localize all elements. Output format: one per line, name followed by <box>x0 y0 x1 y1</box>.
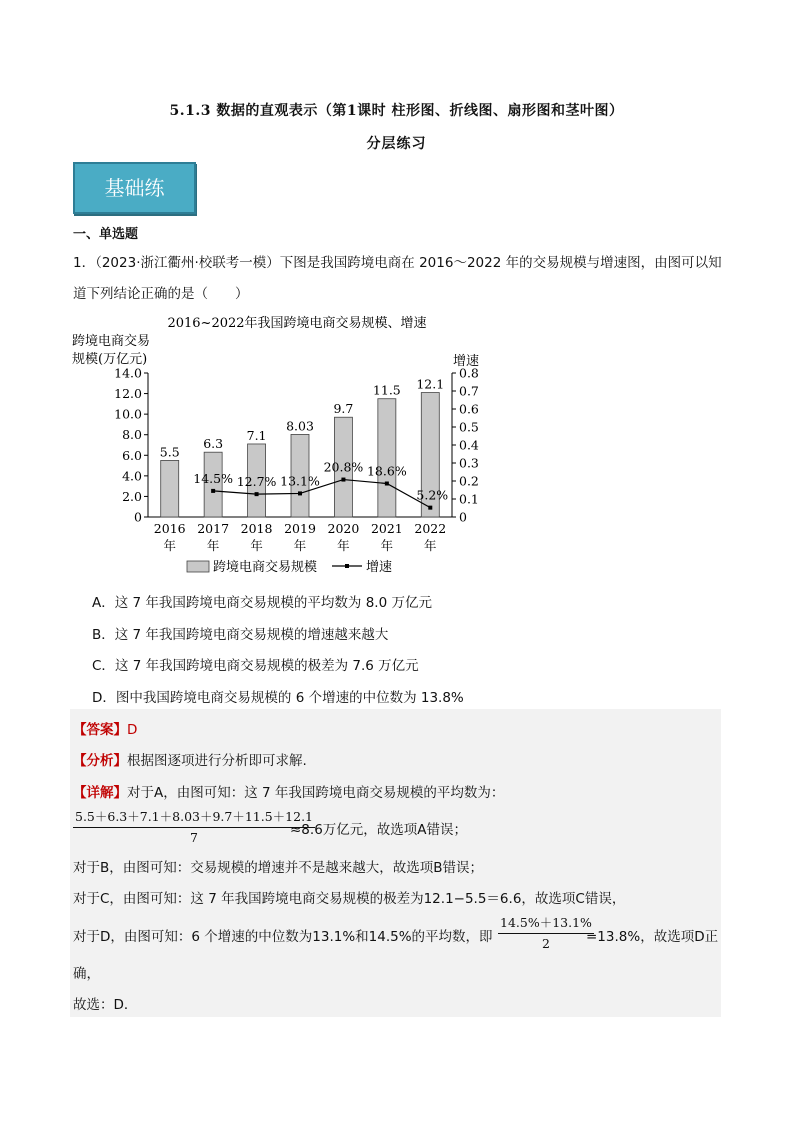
x-tick-label: 2019 <box>284 521 316 536</box>
x-tick-label: 2022 <box>414 521 447 536</box>
detail-a-text: 对于A，由图可知：这 7 年我国跨境电商交易规模的平均数为： <box>127 785 505 801</box>
y-left-tick-label: 4.0 <box>122 468 142 484</box>
y-left-tick-label: 8.0 <box>122 427 142 443</box>
option-b-text: 这 7 年我国跨境电商交易规模的增速越来越大 <box>114 627 389 643</box>
section-banner <box>73 162 196 214</box>
growth-label: 12.7% <box>236 474 277 490</box>
y-left-tick-label: 2.0 <box>122 488 142 504</box>
bar-value-label: 7.1 <box>246 427 267 443</box>
x-tick-label-suffix: 年 <box>337 538 350 553</box>
x-tick-label-suffix: 年 <box>293 538 307 553</box>
y-right-label: 增速 <box>453 354 480 369</box>
growth-point <box>211 489 215 493</box>
y-right-tick-label: 0.8 <box>459 365 479 381</box>
question-source: （2023·浙江衢州·校联考一模） <box>95 255 280 271</box>
growth-label: 14.5% <box>193 470 234 486</box>
y-right-tick-label: 0.4 <box>459 437 479 453</box>
analysis-text: 根据图逐项进行分析即可求解. <box>127 753 307 769</box>
answer-line <box>73 718 137 738</box>
trade-chart <box>70 310 490 582</box>
detail-tag: 【详解】 <box>73 785 127 801</box>
legend-line-marker <box>345 564 349 568</box>
y-left-label-line1: 跨境电商交易 <box>72 334 151 349</box>
growth-label: 13.1% <box>280 473 320 489</box>
option-a-letter: A． <box>92 595 115 611</box>
bar-value-label: 5.5 <box>159 444 180 460</box>
option-d-letter: D． <box>92 690 116 706</box>
y-right-tick-label: 0.5 <box>459 419 479 435</box>
bar-value-label: 6.3 <box>203 436 224 452</box>
x-tick-label: 2021 <box>370 521 403 536</box>
answer-tag: 【答案】 <box>73 722 127 738</box>
legend-bar-swatch <box>187 561 209 572</box>
option-d[interactable] <box>92 686 464 706</box>
question-text <box>73 248 723 310</box>
page-subtitle: 分层练习 <box>366 136 427 152</box>
y-left-tick-label: 12.0 <box>114 386 142 402</box>
answer-value: D <box>127 722 138 738</box>
analysis-tag: 【分析】 <box>73 753 127 769</box>
growth-label: 18.6% <box>366 463 407 479</box>
section-heading: 一、单选题 <box>73 227 139 242</box>
growth-label: 5.2% <box>416 487 449 503</box>
legend-line-label: 增速 <box>366 560 393 575</box>
x-tick-label: 2017 <box>197 521 230 536</box>
option-b-letter: B． <box>92 627 115 643</box>
x-tick-label: 2016 <box>153 521 186 536</box>
x-tick-label-suffix: 年 <box>424 538 437 553</box>
chart-title: 2016~2022年我国跨境电商交易规模、增速 <box>167 316 427 331</box>
option-d-text: 图中我国跨境电商交易规模的 6 个增速的中位数为 13.8% <box>115 690 464 706</box>
growth-point <box>255 492 259 496</box>
question-body: 下图是我国跨境电商在 2016～2022 年的交易规模与增速图，由图可以知道下列结论正确的是（ ） <box>73 255 722 302</box>
growth-point <box>341 478 345 482</box>
y-left-tick-label: 0 <box>134 509 142 525</box>
detail-line-b: 对于B，由图可知：交易规模的增速并不是越来越大，故选项B错误； <box>73 860 484 876</box>
fraction-mean-denominator: 7 <box>190 830 198 845</box>
bar <box>161 460 179 517</box>
bar-value-label: 11.5 <box>372 382 401 398</box>
y-left-label-line2: 规模(万亿元) <box>72 352 148 367</box>
detail-a-result: ≈8.6万亿元，故选项A错误； <box>290 822 468 838</box>
banner-label: 基础练 <box>104 176 165 200</box>
y-right-tick-label: 0.7 <box>459 383 479 399</box>
y-left-tick-label: 10.0 <box>114 406 142 422</box>
bar-value-label: 8.03 <box>286 418 314 434</box>
y-left-tick-label: 14.0 <box>114 365 142 381</box>
bar-value-label: 12.1 <box>416 376 445 392</box>
question-number: 1． <box>73 255 96 271</box>
option-c-letter: C． <box>92 658 115 674</box>
fraction-mean <box>73 807 315 845</box>
detail-d-continuation: 确， <box>73 966 100 982</box>
growth-point <box>385 482 389 486</box>
fraction-mean-numerator: 5.5＋6.3＋7.1＋8.03＋9.7＋11.5＋12.1 <box>73 807 315 828</box>
x-tick-label: 2020 <box>327 521 360 536</box>
x-tick-label-suffix: 年 <box>250 538 263 553</box>
detail-line-d: 对于D，由图可知：6 个增速的中位数为13.1%和14.5%的平均数，即 <box>73 929 493 945</box>
bar <box>378 399 396 517</box>
fraction-median-denominator: 2 <box>541 936 550 951</box>
growth-point <box>428 506 432 510</box>
conclusion-line: 故选：D． <box>73 997 138 1013</box>
y-right-tick-label: 0.1 <box>459 491 479 507</box>
fraction-median-numerator: 14.5%＋13.1% <box>498 913 594 934</box>
chart-legend <box>187 559 392 575</box>
growth-label: 20.8% <box>323 459 364 475</box>
option-a[interactable] <box>92 591 432 611</box>
y-right-tick-label: 0.2 <box>459 473 479 489</box>
analysis-line <box>73 749 307 769</box>
x-tick-label: 2018 <box>240 521 273 536</box>
x-tick-label-suffix: 年 <box>380 538 394 553</box>
y-right-tick-label: 0.6 <box>459 401 479 417</box>
detail-line-c: 对于C，由图可知：这 7 年我国跨境电商交易规模的极差为12.1−5.5＝6.6，故选项C错误， <box>73 891 626 907</box>
growth-point <box>298 491 302 495</box>
option-c[interactable] <box>92 654 419 674</box>
detail-line-a <box>73 781 504 801</box>
x-tick-label-suffix: 年 <box>163 538 176 553</box>
y-left-tick-label: 6.0 <box>122 447 142 463</box>
detail-d-result: =13.8%，故选项D正 <box>586 929 719 945</box>
fraction-median <box>498 913 594 951</box>
option-c-text: 这 7 年我国跨境电商交易规模的极差为 7.6 万亿元 <box>114 658 419 674</box>
option-a-text: 这 7 年我国跨境电商交易规模的平均数为 8.0 万亿元 <box>114 595 432 611</box>
y-right-tick-label: 0.3 <box>459 455 479 471</box>
x-tick-label-suffix: 年 <box>206 538 220 553</box>
bar-value-label: 9.7 <box>333 401 354 417</box>
page-title: 5.1.3 数据的直观表示（第1课时 柱形图、折线图、扇形图和茎叶图） <box>169 103 624 119</box>
legend-bar-label: 跨境电商交易规模 <box>213 560 318 575</box>
y-right-tick-label: 0 <box>459 509 467 525</box>
option-b[interactable] <box>92 623 388 643</box>
